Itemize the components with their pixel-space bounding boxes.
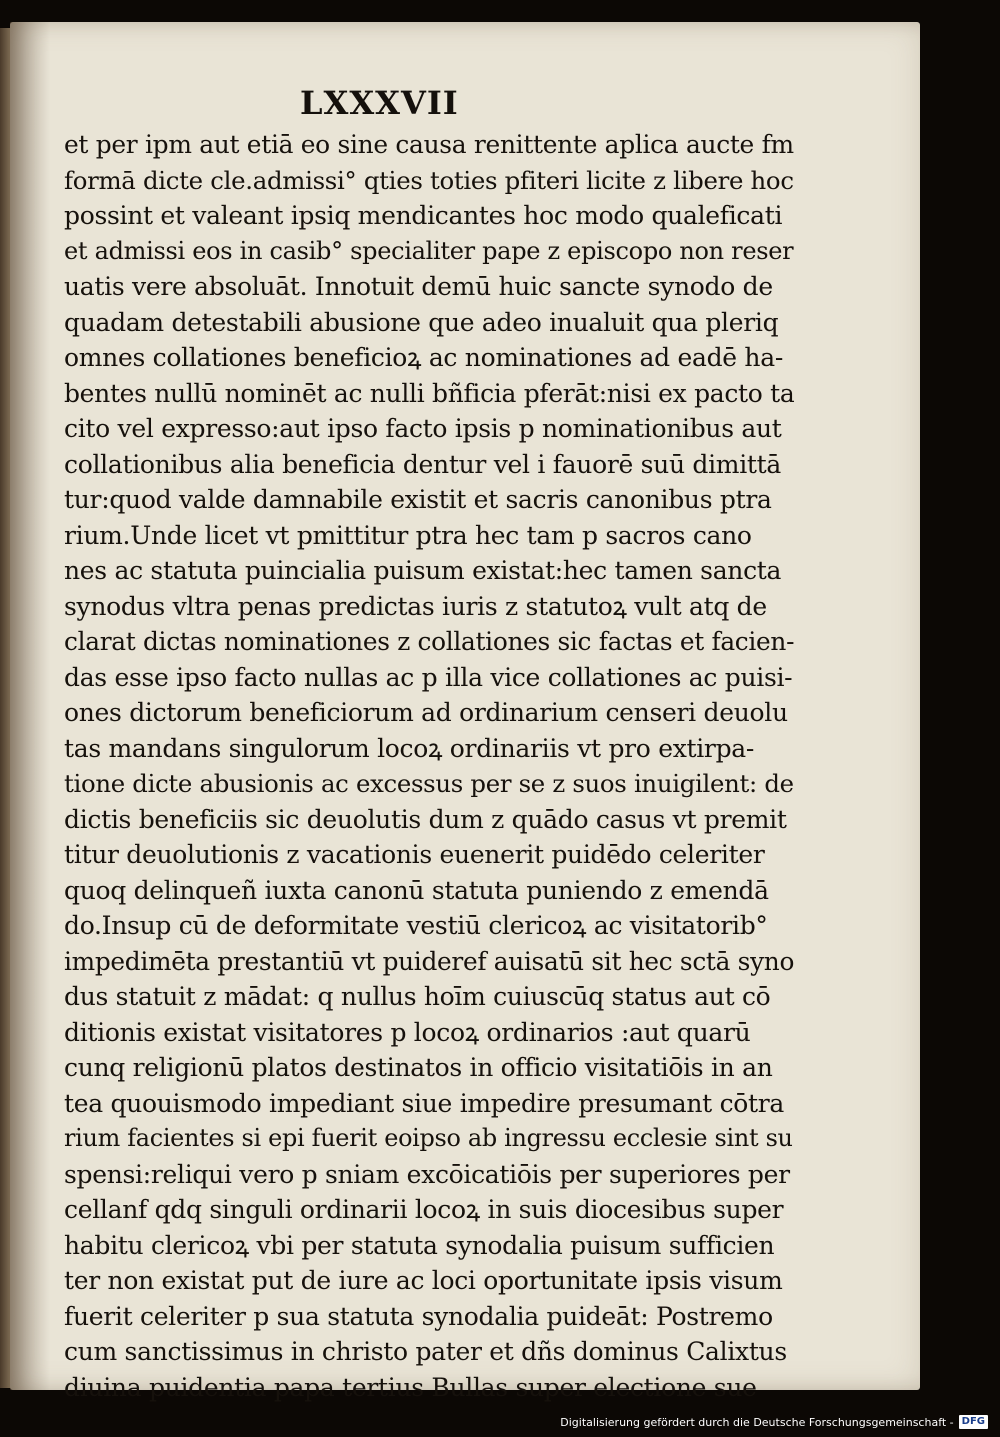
- text-line: titur deuolutionis z vacationis euenerit puidēdo celeriter: [64, 840, 765, 869]
- text-line: cellanf qdq singuli ordinarii locoꝝ in suis diocesibus super: [64, 1195, 784, 1224]
- text-line: spensi:reliqui vero p sniam excōicatiōis per superiores per: [64, 1159, 790, 1189]
- text-line: do.Insup cū de deformitate vestiū clericoꝝ ac visitatorib°: [64, 911, 768, 940]
- text-line: rium facientes si epi fuerit eoipso ab ingressu ecclesie sint su: [64, 1124, 793, 1152]
- text-line: fuerit celeriter p sua statuta synodalia puideāt: Postremo: [64, 1301, 773, 1331]
- text-line: formā dicte cle.admissi° qties toties pfiteri licite z libere hoc: [64, 165, 794, 195]
- text-line: das esse ipso facto nullas ac p illa vice collationes ac puisi-: [64, 662, 793, 692]
- text-line: quoq delinqueñ iuxta canonū statuta puniendo z emendā: [64, 875, 769, 905]
- text-line: dictis beneficiis sic deuolutis dum z quādo casus vt premit: [64, 804, 787, 834]
- text-line: ditionis existat visitatores p locoꝝ ordinarios :aut quarū: [64, 1017, 751, 1047]
- text-line: habitu clericoꝝ vbi per statuta synodalia puisum sufficien: [64, 1230, 775, 1260]
- text-line: quadam detestabili abusione que adeo inualuit qua pleriq: [64, 307, 779, 337]
- text-line: et admissi eos in casib° specialiter pape z episcopo non reser: [64, 236, 794, 265]
- digitization-footer: [560, 1413, 988, 1431]
- text-line: synodus vltra penas predictas iuris z statutoꝝ vult atq de: [64, 591, 767, 621]
- text-line: nes ac statuta puincialia puisum existat:hec tamen sancta: [64, 556, 782, 585]
- text-line: bentes nullū nominēt ac nulli bñficia pferāt:nisi ex pacto ta: [64, 378, 794, 408]
- text-line: tea quouismodo impediant siue impedire presumant cōtra: [64, 1088, 785, 1118]
- text-line: dus statuit z mādat: q nullus hoīm cuiuscūq status aut cō: [64, 982, 771, 1011]
- text-line: possint et valeant ipsiq mendicantes hoc modo qualeficati: [64, 201, 783, 230]
- text-line: omnes collationes beneficioꝝ ac nominationes ad eadē ha-: [64, 343, 783, 372]
- text-line: cunq religionū platos destinatos in officio visitatiōis in an: [64, 1053, 773, 1082]
- text-line: tur:quod valde damnabile existit et sacris canonibus ptra: [64, 485, 772, 514]
- text-line: clarat dictas nominationes z collationes sic factas et facien-: [64, 627, 794, 656]
- text-line: uatis vere absoluāt. Innotuit demū huic sancte synodo de: [64, 272, 773, 301]
- text-line: impedimēta prestantiū vt puideref auisatū sit hec sctā syno: [64, 946, 794, 976]
- text-line: ones dictorum beneficiorum ad ordinarium censeri deuolu: [64, 698, 788, 727]
- funding-credit: Digitalisierung gefördert durch die Deutsche Forschungsgemeinschaft -: [560, 1415, 954, 1429]
- text-line: tas mandans singulorum locoꝝ ordinariis vt pro extirpa-: [64, 733, 755, 763]
- text-line: collationibus alia beneficia dentur vel i fauorē suū dimittā: [64, 449, 781, 479]
- text-line: et per ipm aut etiā eo sine causa renittente aplica aucte fm: [64, 130, 794, 159]
- text-line: cito vel expresso:aut ipso facto ipsis p nominationibus aut: [64, 414, 782, 443]
- text-line: cum sanctissimus in christo pater et dñs dominus Calixtus: [64, 1337, 787, 1366]
- text-block: [64, 127, 794, 1402]
- text-line: ter non existat put de iure ac loci oportunitate ipsis visum: [64, 1266, 783, 1295]
- folio-number: LXXXVII: [300, 84, 459, 122]
- text-line: diuina puidentia papa tertius Bullas super electione sue: [64, 1372, 757, 1402]
- text-line: tione dicte abusionis ac excessus per se z suos inuigilent: de: [64, 769, 794, 798]
- text-line: rium.Unde licet vt pmittitur ptra hec tam p sacros cano: [64, 520, 752, 550]
- dfg-logo: DFG: [959, 1415, 988, 1429]
